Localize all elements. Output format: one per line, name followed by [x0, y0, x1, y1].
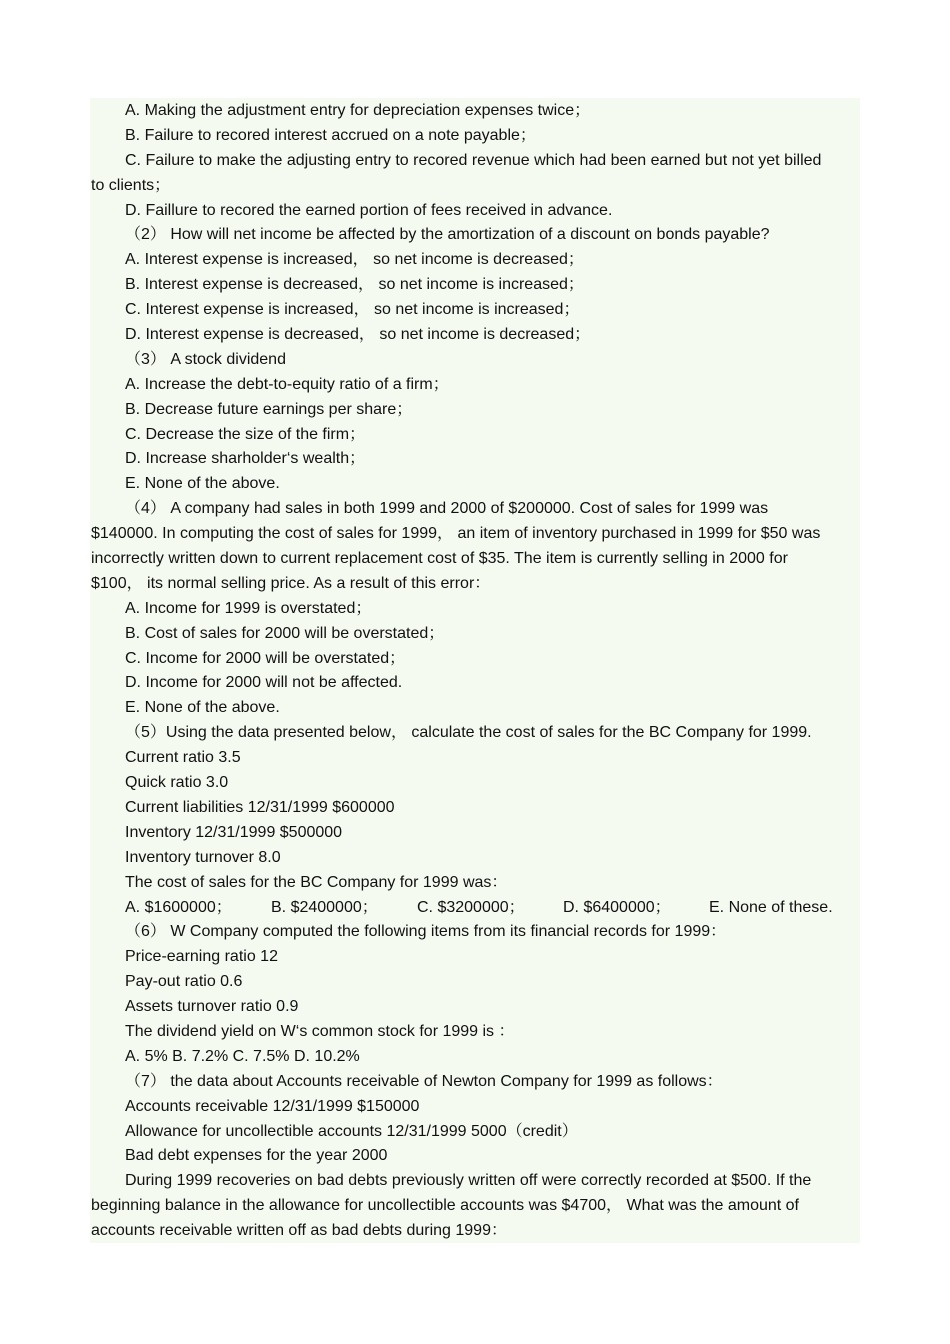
- text-line: Quick ratio 3.0: [125, 774, 229, 792]
- text-line: incorrectly written down to current replacement cost of $35. The item is currently selling in 2000 for: [91, 550, 788, 568]
- text-line: C. Failure to make the adjusting entry to recored revenue which had been earned but not yet billed: [125, 151, 822, 169]
- text-line: A. Increase the debt-to-equity ratio of a firm；: [125, 375, 449, 393]
- text-line: D. Income for 2000 will not be affected.: [125, 674, 403, 692]
- text-line: D. Faillure to recored the earned portion of fees received in advance.: [125, 201, 613, 219]
- choice-c: C. $3200000；: [417, 898, 525, 916]
- text-line: Bad debt expenses for the year 2000: [125, 1147, 388, 1165]
- choice-b: B. $2400000；: [271, 898, 378, 916]
- text-line: Allowance for uncollectible accounts 12/31/1999 5000（credit）: [125, 1122, 578, 1140]
- text-line: B. Decrease future earnings per share；: [125, 400, 413, 418]
- text-line: （5）Using the data presented below， calculate the cost of sales for the BC Company for 1999.: [125, 724, 812, 742]
- questions-part-2: [91, 920, 859, 1244]
- text-line: Inventory 12/31/1999 $500000: [125, 823, 343, 841]
- text-line: A. Making the adjustment entry for depreciation expenses twice；: [125, 102, 591, 119]
- text-line: B. Interest expense is decreased， so net income is increased；: [125, 276, 584, 294]
- text-line: A. Interest expense is increased， so net income is decreased；: [125, 251, 584, 269]
- text-line: Price-earning ratio 12: [125, 948, 278, 966]
- text-line: A. 5% B. 7.2% C. 7.5% D. 10.2%: [125, 1047, 360, 1065]
- text-line: （2） How will net income be affected by the amortization of a discount on bonds payable?: [125, 226, 770, 244]
- text-line: A. Income for 1999 is overstated；: [125, 599, 372, 617]
- text-line: C. Interest expense is increased， so net income is increased；: [125, 301, 580, 319]
- question-5-choices: [91, 896, 859, 921]
- text-line: C. Decrease the size of the firm；: [125, 425, 366, 443]
- text-line: （4） A company had sales in both 1999 and 2000 of $200000. Cost of sales for 1999 was: [125, 500, 769, 518]
- text-line: E. None of the above.: [125, 699, 280, 717]
- choice-e: E. None of these.: [709, 898, 833, 916]
- text-line: to clients；: [91, 176, 171, 194]
- text-line: The dividend yield on W‘s common stock for 1999 is ：: [125, 1022, 515, 1040]
- text-line: （7） the data about Accounts receivable of Newton Company for 1999 as follows：: [125, 1072, 723, 1090]
- text-line: B. Cost of sales for 2000 will be overstated；: [125, 624, 445, 642]
- document-body: [91, 99, 859, 1244]
- choice-d: D. $6400000；: [563, 898, 671, 916]
- questions-part-1: [91, 99, 859, 896]
- text-line: （6） W Company computed the following items from its financial records for 1999：: [125, 923, 727, 941]
- text-line: Current ratio 3.5: [125, 749, 241, 767]
- text-line: beginning balance in the allowance for uncollectible accounts was $4700， What was the amount of: [91, 1197, 799, 1215]
- text-line: Inventory turnover 8.0: [125, 848, 281, 866]
- text-line: D. Increase sharholder‘s wealth；: [125, 450, 366, 468]
- text-line: Assets turnover ratio 0.9: [125, 998, 299, 1016]
- text-line: D. Interest expense is decreased， so net income is decreased；: [125, 326, 591, 344]
- text-line: accounts receivable written off as bad debts during 1999：: [91, 1222, 507, 1240]
- text-line: The cost of sales for the BC Company for 1999 was：: [125, 873, 508, 891]
- text-line: （3） A stock dividend: [125, 350, 286, 368]
- text-line: B. Failure to recored interest accrued on a note payable；: [125, 126, 536, 144]
- text-line: $140000. In computing the cost of sales for 1999， an item of inventory purchased in 1999 for $50 was: [91, 525, 821, 543]
- text-line: Current liabilities 12/31/1999 $600000: [125, 798, 395, 816]
- choice-a: A. $1600000；: [125, 898, 232, 916]
- text-line: Accounts receivable 12/31/1999 $150000: [125, 1097, 420, 1115]
- text-line: C. Income for 2000 will be overstated；: [125, 649, 406, 667]
- text-line: $100， its normal selling price. As a result of this error：: [91, 574, 491, 592]
- text-line: Pay-out ratio 0.6: [125, 973, 243, 991]
- text-line: E. None of the above.: [125, 475, 280, 493]
- text-line: During 1999 recoveries on bad debts previously written off were correctly recorded at $500. If the: [125, 1172, 812, 1190]
